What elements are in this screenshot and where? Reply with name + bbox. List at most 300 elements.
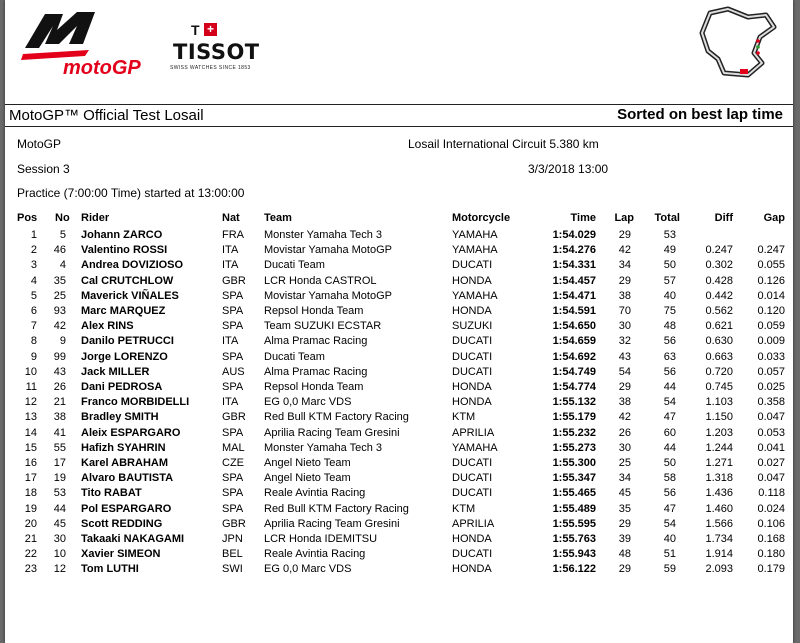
diff-cell: 0.562 xyxy=(705,305,733,317)
nationality-cell: ITA xyxy=(222,396,239,409)
table-row xyxy=(5,290,793,305)
best-lap-cell: 29 xyxy=(618,517,631,530)
gap-cell: 0.025 xyxy=(757,381,785,393)
motorcycle-cell: APRILIA xyxy=(452,517,495,530)
total-laps-cell: 60 xyxy=(663,426,676,439)
gap-cell: 0.179 xyxy=(757,563,785,576)
team-name-cell: Reale Avintia Racing xyxy=(264,548,366,561)
gap-cell: 0.247 xyxy=(757,244,785,257)
team-name-cell: Ducati Team xyxy=(264,350,325,363)
team-name-cell: Monster Yamaha Tech 3 xyxy=(264,229,383,241)
rider-name-cell: Danilo PETRUCCI xyxy=(81,335,174,348)
best-lap-cell: 25 xyxy=(618,457,631,469)
pos-cell: 23 xyxy=(24,563,37,576)
best-lap-cell: 54 xyxy=(618,365,631,378)
tissot-logo xyxy=(163,22,260,72)
best-lap-time-cell: 1:54.029 xyxy=(552,229,596,241)
team-name-cell: LCR Honda IDEMITSU xyxy=(264,533,378,545)
rider-number-cell: 30 xyxy=(53,533,66,545)
title-bar xyxy=(5,104,793,127)
col-lap: Lap xyxy=(614,212,634,224)
diff-cell: 1.271 xyxy=(705,457,733,469)
practice-label: Practice (7:00:00 Time) started at 13:00:00 xyxy=(17,186,245,200)
nationality-cell: SPA xyxy=(222,320,244,333)
rider-name-cell: Valentino ROSSI xyxy=(81,244,168,257)
rider-number-cell: 26 xyxy=(53,381,66,393)
diff-cell: 0.428 xyxy=(705,274,733,287)
best-lap-time-cell: 1:55.763 xyxy=(552,533,596,545)
pos-cell: 18 xyxy=(24,487,37,500)
best-lap-time-cell: 1:56.122 xyxy=(552,563,596,576)
diff-cell: 0.663 xyxy=(705,350,733,363)
best-lap-time-cell: 1:55.465 xyxy=(552,487,596,500)
best-lap-time-cell: 1:54.276 xyxy=(552,244,596,257)
tissot-tagline: SWISS WATCHES SINCE 1853 xyxy=(170,65,251,71)
table-row xyxy=(5,427,793,442)
rider-number-cell: 46 xyxy=(53,244,66,257)
team-name-cell: Reale Avintia Racing xyxy=(264,487,366,500)
best-lap-cell: 29 xyxy=(618,229,631,241)
rider-number-cell: 21 xyxy=(53,396,66,409)
table-row xyxy=(5,275,793,290)
motorcycle-cell: SUZUKI xyxy=(452,320,493,333)
motorcycle-cell: APRILIA xyxy=(452,426,495,439)
rider-name-cell: Jorge LORENZO xyxy=(81,350,168,363)
pos-cell: 3 xyxy=(30,259,37,272)
total-laps-cell: 75 xyxy=(663,305,676,317)
class-label: MotoGP xyxy=(17,137,62,151)
pos-cell: 6 xyxy=(30,305,37,317)
event-title: MotoGP™ Official Test Losail xyxy=(9,107,204,124)
gap-cell: 0.047 xyxy=(757,472,785,485)
nationality-cell: GBR xyxy=(222,411,246,424)
total-laps-cell: 51 xyxy=(663,548,676,561)
team-name-cell: Alma Pramac Racing xyxy=(264,335,368,348)
team-name-cell: Angel Nieto Team xyxy=(264,457,351,469)
team-name-cell: Aprilia Racing Team Gresini xyxy=(264,517,400,530)
rider-name-cell: Franco MORBIDELLI xyxy=(81,396,190,409)
diff-cell: 0.630 xyxy=(705,335,733,348)
nationality-cell: SPA xyxy=(222,502,244,515)
total-laps-cell: 47 xyxy=(663,502,676,515)
gap-cell: 0.033 xyxy=(757,350,785,363)
nationality-cell: GBR xyxy=(222,517,246,530)
nationality-cell: MAL xyxy=(222,441,245,454)
nationality-cell: SPA xyxy=(222,472,244,485)
pos-cell: 22 xyxy=(24,548,37,561)
best-lap-cell: 34 xyxy=(618,259,631,272)
table-row xyxy=(5,320,793,335)
total-laps-cell: 48 xyxy=(663,320,676,333)
total-laps-cell: 44 xyxy=(663,441,676,454)
best-lap-time-cell: 1:55.595 xyxy=(552,517,596,530)
total-laps-cell: 40 xyxy=(663,533,676,545)
nationality-cell: SPA xyxy=(222,487,244,500)
rider-number-cell: 55 xyxy=(53,441,66,454)
pos-cell: 19 xyxy=(24,502,37,515)
rider-name-cell: Tito RABAT xyxy=(81,487,142,500)
diff-cell: 0.621 xyxy=(705,320,733,333)
table-row xyxy=(5,351,793,366)
rider-name-cell: Xavier SIMEON xyxy=(81,548,161,561)
motorcycle-cell: DUCATI xyxy=(452,335,493,348)
table-row xyxy=(5,472,793,487)
col-total: Total xyxy=(654,212,680,224)
best-lap-cell: 48 xyxy=(618,548,631,561)
team-name-cell: Movistar Yamaha MotoGP xyxy=(264,244,392,257)
diff-cell: 1.734 xyxy=(705,533,733,545)
nationality-cell: JPN xyxy=(222,533,243,545)
col-gap: Gap xyxy=(763,212,785,224)
motorcycle-cell: KTM xyxy=(452,502,476,515)
total-laps-cell: 44 xyxy=(663,381,676,393)
rider-number-cell: 44 xyxy=(53,502,66,515)
sort-label: Sorted on best lap time xyxy=(617,106,783,123)
nationality-cell: ITA xyxy=(222,244,239,257)
best-lap-cell: 29 xyxy=(618,563,631,576)
table-row xyxy=(5,335,793,350)
table-row xyxy=(5,396,793,411)
best-lap-time-cell: 1:54.591 xyxy=(552,305,596,317)
pos-cell: 2 xyxy=(30,244,37,257)
rider-number-cell: 19 xyxy=(53,472,66,485)
team-name-cell: Red Bull KTM Factory Racing xyxy=(264,502,409,515)
best-lap-time-cell: 1:55.489 xyxy=(552,502,596,515)
motorcycle-cell: DUCATI xyxy=(452,472,493,485)
diff-cell: 1.244 xyxy=(705,441,733,454)
table-row xyxy=(5,457,793,472)
nationality-cell: ITA xyxy=(222,259,239,272)
diff-cell: 1.460 xyxy=(705,502,733,515)
motorcycle-cell: HONDA xyxy=(452,396,492,409)
total-laps-cell: 53 xyxy=(663,229,676,241)
rider-name-cell: Pol ESPARGARO xyxy=(81,502,172,515)
rider-name-cell: Tom LUTHI xyxy=(81,563,139,576)
rider-number-cell: 45 xyxy=(53,517,66,530)
team-name-cell: EG 0,0 Marc VDS xyxy=(264,396,352,409)
diff-cell: 1.103 xyxy=(705,396,733,409)
col-no: No xyxy=(55,212,70,224)
total-laps-cell: 54 xyxy=(663,396,676,409)
pos-cell: 1 xyxy=(30,229,37,241)
best-lap-time-cell: 1:54.331 xyxy=(552,259,596,272)
rider-name-cell: Hafizh SYAHRIN xyxy=(81,441,166,454)
rider-number-cell: 93 xyxy=(53,305,66,317)
nationality-cell: SPA xyxy=(222,305,244,317)
rider-name-cell: Bradley SMITH xyxy=(81,411,159,424)
best-lap-time-cell: 1:54.471 xyxy=(552,289,596,302)
total-laps-cell: 56 xyxy=(663,335,676,348)
pos-cell: 21 xyxy=(24,533,37,545)
nationality-cell: ITA xyxy=(222,335,239,348)
rider-name-cell: Takaaki NAKAGAMI xyxy=(81,533,185,545)
team-name-cell: Team SUZUKI ECSTAR xyxy=(264,320,382,333)
rider-number-cell: 4 xyxy=(59,259,66,272)
team-name-cell: Repsol Honda Team xyxy=(264,305,364,317)
pos-cell: 16 xyxy=(24,457,37,469)
total-laps-cell: 57 xyxy=(663,274,676,287)
pos-cell: 9 xyxy=(30,350,37,363)
best-lap-cell: 42 xyxy=(618,244,631,257)
rider-number-cell: 35 xyxy=(53,274,66,287)
gap-cell: 0.055 xyxy=(757,259,785,272)
total-laps-cell: 47 xyxy=(663,411,676,424)
tissot-t-glyph: T xyxy=(191,22,200,38)
diff-cell: 0.247 xyxy=(705,244,733,257)
motorcycle-cell: YAMAHA xyxy=(452,441,498,454)
motorcycle-cell: YAMAHA xyxy=(452,289,498,302)
motorcycle-cell: HONDA xyxy=(452,274,492,287)
diff-cell: 1.914 xyxy=(705,548,733,561)
gap-cell: 0.057 xyxy=(757,365,785,378)
table-row xyxy=(5,563,793,578)
diff-cell: 1.318 xyxy=(705,472,733,485)
best-lap-cell: 30 xyxy=(618,320,631,333)
motorcycle-cell: HONDA xyxy=(452,381,492,393)
gap-cell: 0.053 xyxy=(757,426,785,439)
nationality-cell: SPA xyxy=(222,426,244,439)
motorcycle-cell: YAMAHA xyxy=(452,244,498,257)
col-pos: Pos xyxy=(17,212,38,224)
gap-cell: 0.120 xyxy=(757,305,785,317)
gap-cell: 0.024 xyxy=(757,502,785,515)
diff-cell: 2.093 xyxy=(705,563,733,576)
best-lap-time-cell: 1:55.273 xyxy=(552,441,596,454)
total-laps-cell: 56 xyxy=(663,365,676,378)
pos-cell: 15 xyxy=(24,441,37,454)
rider-number-cell: 10 xyxy=(53,548,66,561)
motorcycle-cell: DUCATI xyxy=(452,548,493,561)
best-lap-cell: 26 xyxy=(618,426,631,439)
total-laps-cell: 49 xyxy=(663,244,676,257)
table-row xyxy=(5,305,793,320)
rider-name-cell: Karel ABRAHAM xyxy=(81,457,168,469)
best-lap-cell: 38 xyxy=(618,396,631,409)
best-lap-cell: 35 xyxy=(618,502,631,515)
motorcycle-cell: DUCATI xyxy=(452,259,493,272)
best-lap-cell: 29 xyxy=(618,274,631,287)
rider-number-cell: 99 xyxy=(53,350,66,363)
table-row xyxy=(5,487,793,502)
rider-number-cell: 41 xyxy=(53,426,66,439)
results-sheet xyxy=(5,0,793,643)
best-lap-time-cell: 1:55.179 xyxy=(552,411,596,424)
total-laps-cell: 58 xyxy=(663,472,676,485)
total-laps-cell: 54 xyxy=(663,517,676,530)
rider-name-cell: Maverick VIÑALES xyxy=(81,289,179,302)
col-rider: Rider xyxy=(81,212,110,224)
rider-name-cell: Dani PEDROSA xyxy=(81,381,163,393)
gap-cell: 0.009 xyxy=(757,335,785,348)
gap-cell: 0.180 xyxy=(757,548,785,561)
team-name-cell: Monster Yamaha Tech 3 xyxy=(264,441,383,454)
session-label: Session 3 xyxy=(17,162,70,176)
nationality-cell: SPA xyxy=(222,289,244,302)
total-laps-cell: 56 xyxy=(663,487,676,500)
best-lap-cell: 30 xyxy=(618,441,631,454)
rider-number-cell: 9 xyxy=(59,335,66,348)
pos-cell: 20 xyxy=(24,517,37,530)
best-lap-time-cell: 1:55.132 xyxy=(552,396,596,409)
pos-cell: 13 xyxy=(24,411,37,424)
table-row xyxy=(5,381,793,396)
gap-cell: 0.059 xyxy=(757,320,785,333)
total-laps-cell: 59 xyxy=(663,563,676,576)
best-lap-time-cell: 1:54.650 xyxy=(552,320,596,333)
nationality-cell: SPA xyxy=(222,381,244,393)
col-team: Team xyxy=(264,212,292,224)
rider-number-cell: 17 xyxy=(53,457,66,469)
best-lap-time-cell: 1:54.659 xyxy=(552,335,596,348)
pos-cell: 10 xyxy=(24,365,37,378)
pos-cell: 5 xyxy=(30,289,37,302)
pos-cell: 4 xyxy=(30,274,37,287)
swiss-cross-icon: + xyxy=(204,23,217,36)
pos-cell: 11 xyxy=(25,381,37,393)
best-lap-cell: 43 xyxy=(618,350,631,363)
rider-number-cell: 42 xyxy=(53,320,66,333)
motorcycle-cell: HONDA xyxy=(452,305,492,317)
track-map-icon xyxy=(688,3,783,83)
team-name-cell: Red Bull KTM Factory Racing xyxy=(264,411,409,424)
best-lap-time-cell: 1:54.774 xyxy=(552,381,596,393)
table-row xyxy=(5,503,793,518)
pos-cell: 14 xyxy=(24,426,37,439)
table-row xyxy=(5,411,793,426)
best-lap-cell: 42 xyxy=(618,411,631,424)
motorcycle-cell: DUCATI xyxy=(452,487,493,500)
motorcycle-cell: YAMAHA xyxy=(452,229,498,241)
diff-cell: 0.442 xyxy=(705,289,733,302)
motogp-wordmark: motoGP xyxy=(63,57,141,78)
diff-cell: 0.745 xyxy=(705,381,733,393)
best-lap-time-cell: 1:54.692 xyxy=(552,350,596,363)
table-row xyxy=(5,229,793,244)
session-datetime: 3/3/2018 13:00 xyxy=(528,162,609,176)
best-lap-cell: 38 xyxy=(618,289,631,302)
rider-number-cell: 25 xyxy=(53,289,66,302)
table-row xyxy=(5,442,793,457)
team-name-cell: Aprilia Racing Team Gresini xyxy=(264,426,400,439)
best-lap-time-cell: 1:55.300 xyxy=(552,457,596,469)
motogp-logo xyxy=(19,8,149,78)
diff-cell: 1.150 xyxy=(705,411,733,424)
col-nat: Nat xyxy=(222,212,240,224)
motorcycle-cell: KTM xyxy=(452,411,476,424)
total-laps-cell: 40 xyxy=(663,289,676,302)
best-lap-cell: 34 xyxy=(618,472,631,485)
gap-cell: 0.014 xyxy=(757,289,785,302)
nationality-cell: CZE xyxy=(222,457,244,469)
rider-number-cell: 38 xyxy=(53,411,66,424)
gap-cell: 0.027 xyxy=(757,457,785,469)
gap-cell: 0.118 xyxy=(758,487,785,500)
col-motorcycle: Motorcycle xyxy=(452,212,511,224)
tissot-wordmark: TISSOT xyxy=(173,40,260,64)
best-lap-cell: 70 xyxy=(618,305,631,317)
rider-name-cell: Cal CRUTCHLOW xyxy=(81,274,174,287)
motorcycle-cell: HONDA xyxy=(452,533,492,545)
nationality-cell: GBR xyxy=(222,274,246,287)
team-name-cell: EG 0,0 Marc VDS xyxy=(264,563,352,576)
team-name-cell: LCR Honda CASTROL xyxy=(264,274,377,287)
table-row xyxy=(5,518,793,533)
motorcycle-cell: HONDA xyxy=(452,563,492,576)
motorcycle-cell: DUCATI xyxy=(452,365,493,378)
gap-cell: 0.168 xyxy=(757,533,785,545)
best-lap-cell: 45 xyxy=(618,487,631,500)
table-row xyxy=(5,244,793,259)
team-name-cell: Alma Pramac Racing xyxy=(264,365,368,378)
header-logos xyxy=(5,0,793,100)
rider-name-cell: Alvaro BAUTISTA xyxy=(81,472,174,485)
team-name-cell: Ducati Team xyxy=(264,259,325,272)
best-lap-time-cell: 1:55.943 xyxy=(552,548,596,561)
team-name-cell: Angel Nieto Team xyxy=(264,472,351,485)
table-row xyxy=(5,533,793,548)
rider-name-cell: Andrea DOVIZIOSO xyxy=(81,259,184,272)
rider-number-cell: 53 xyxy=(53,487,66,500)
circuit-label: Losail International Circuit 5.380 km xyxy=(408,137,599,151)
total-laps-cell: 63 xyxy=(663,350,676,363)
nationality-cell: AUS xyxy=(222,365,245,378)
rider-name-cell: Marc MARQUEZ xyxy=(81,305,166,317)
best-lap-time-cell: 1:54.457 xyxy=(552,274,596,287)
diff-cell: 1.436 xyxy=(705,487,733,500)
gap-cell: 0.041 xyxy=(757,441,785,454)
pos-cell: 8 xyxy=(30,335,37,348)
col-time: Time xyxy=(570,212,596,224)
nationality-cell: BEL xyxy=(222,548,243,561)
rider-number-cell: 12 xyxy=(53,563,66,576)
pos-cell: 12 xyxy=(24,396,37,409)
rider-name-cell: Johann ZARCO xyxy=(81,229,163,241)
total-laps-cell: 50 xyxy=(663,259,676,272)
best-lap-time-cell: 1:55.232 xyxy=(552,426,596,439)
diff-cell: 0.302 xyxy=(705,259,733,272)
gap-cell: 0.126 xyxy=(757,274,785,287)
gap-cell: 0.047 xyxy=(757,411,785,424)
pos-cell: 7 xyxy=(30,320,37,333)
diff-cell: 1.203 xyxy=(705,426,733,439)
rider-name-cell: Scott REDDING xyxy=(81,517,163,530)
table-row xyxy=(5,548,793,563)
gap-cell: 0.358 xyxy=(757,396,785,409)
nationality-cell: FRA xyxy=(222,229,244,241)
pos-cell: 17 xyxy=(24,472,37,485)
best-lap-time-cell: 1:55.347 xyxy=(552,472,596,485)
rider-name-cell: Alex RINS xyxy=(81,320,134,333)
best-lap-cell: 29 xyxy=(618,381,631,393)
best-lap-cell: 39 xyxy=(618,533,631,545)
motorcycle-cell: DUCATI xyxy=(452,350,493,363)
total-laps-cell: 50 xyxy=(663,457,676,469)
rider-number-cell: 43 xyxy=(53,365,66,378)
rider-name-cell: Jack MILLER xyxy=(81,365,150,378)
rider-name-cell: Aleix ESPARGARO xyxy=(81,426,181,439)
diff-cell: 1.566 xyxy=(705,517,733,530)
best-lap-time-cell: 1:54.749 xyxy=(552,365,596,378)
table-row xyxy=(5,366,793,381)
team-name-cell: Movistar Yamaha MotoGP xyxy=(264,289,392,302)
best-lap-cell: 32 xyxy=(618,335,631,348)
nationality-cell: SPA xyxy=(222,350,244,363)
table-row xyxy=(5,259,793,274)
rider-number-cell: 5 xyxy=(59,229,66,241)
team-name-cell: Repsol Honda Team xyxy=(264,381,364,393)
diff-cell: 0.720 xyxy=(705,365,733,378)
nationality-cell: SWI xyxy=(222,563,243,576)
